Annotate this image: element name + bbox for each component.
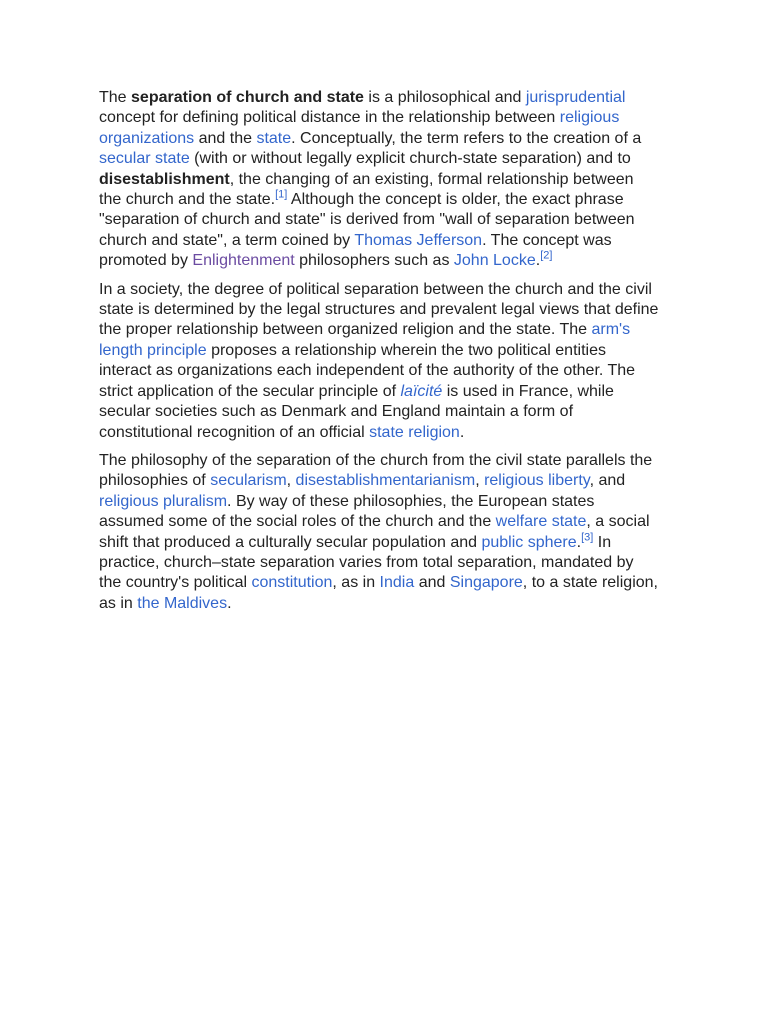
- text-run: is used in France, while secular societies such as Denmark and England maintain a form of constitutional recognition of an official: [99, 382, 614, 441]
- text-run: , as in: [332, 574, 380, 592]
- text-run: .: [227, 594, 232, 612]
- text-run: , the changing of an existing, formal relationship between the church and the state.: [99, 170, 634, 209]
- inline-link[interactable]: India: [379, 574, 415, 592]
- inline-link[interactable]: religious organizations: [99, 109, 620, 147]
- text-run: , to a state religion, as in: [99, 574, 658, 612]
- text-run: In a society, the degree of political separation between the church and the civil state is determined by the legal structures and prevalent legal views that define the proper relationship between organized religion and the state. The: [99, 280, 659, 339]
- inline-link[interactable]: arm's length principle: [99, 321, 631, 359]
- inline-link[interactable]: disestablishmentarianism: [295, 472, 476, 490]
- inline-link[interactable]: religious liberty: [484, 472, 590, 490]
- inline-link[interactable]: religious pluralism: [99, 492, 228, 510]
- citation-link[interactable]: [3]: [581, 531, 594, 544]
- inline-link[interactable]: Enlightenment: [192, 252, 295, 270]
- text-run: and the: [194, 129, 257, 147]
- text-run: . The concept was promoted by: [99, 231, 612, 270]
- text-run: philosophers such as: [294, 252, 454, 270]
- article-body: [99, 88, 659, 622]
- inline-link[interactable]: jurisprudential: [525, 89, 626, 106]
- paragraph-society: [99, 280, 659, 443]
- paragraph-intro: [99, 88, 659, 272]
- text-run: The: [99, 89, 132, 106]
- bold-term: separation of church and state: [131, 89, 364, 106]
- citation-link[interactable]: [1]: [275, 188, 288, 201]
- inline-link[interactable]: John Locke: [453, 252, 536, 270]
- text-run: .: [535, 252, 541, 270]
- text-run: , a social shift that produced a culturally secular population and: [99, 513, 650, 551]
- inline-link[interactable]: the Maldives: [137, 594, 228, 612]
- text-run: . Conceptually, the term refers to the creation of a: [291, 129, 642, 147]
- inline-link[interactable]: secular state: [99, 150, 190, 168]
- text-run: , and: [589, 472, 626, 490]
- text-run: is a philosophical and: [363, 89, 526, 106]
- text-run: Although the concept is older, the exact phrase "separation of church and state" is derived from "wall of separation between church and state", a term coined by: [99, 191, 635, 249]
- inline-link[interactable]: constitution: [251, 574, 333, 592]
- bold-term: disestablishment: [99, 170, 230, 188]
- text-run: The philosophy of the separation of the church from the civil state parallels the philosophies of: [99, 451, 653, 490]
- inline-link[interactable]: laïcité: [400, 382, 443, 400]
- paragraph-philosophy: [99, 451, 659, 614]
- citation-link[interactable]: [2]: [540, 249, 553, 262]
- text-run: ,: [286, 472, 296, 490]
- text-run: ,: [475, 472, 485, 490]
- text-run: proposes a relationship wherein the two political entities interact as organizations each independent of the authority of the other. The strict application of the secular principle of: [99, 341, 636, 400]
- inline-link[interactable]: Thomas Jefferson: [354, 231, 483, 249]
- inline-link[interactable]: welfare state: [495, 513, 587, 531]
- text-run: .: [459, 423, 465, 441]
- inline-link[interactable]: secularism: [210, 472, 287, 490]
- text-run: (with or without legally explicit church-state separation) and to: [189, 150, 631, 168]
- text-run: .: [576, 533, 582, 551]
- inline-link[interactable]: state: [256, 129, 292, 147]
- text-run: and: [414, 574, 450, 592]
- inline-link[interactable]: Singapore: [449, 574, 523, 592]
- text-run: In practice, church–state separation varies from total separation, mandated by the country's political: [99, 533, 634, 592]
- text-run: . By way of these philosophies, the European states assumed some of the social roles of the church and the: [99, 492, 595, 531]
- inline-link[interactable]: public sphere: [481, 533, 577, 551]
- text-run: concept for defining political distance in the relationship between: [99, 109, 560, 127]
- inline-link[interactable]: state religion: [369, 423, 460, 441]
